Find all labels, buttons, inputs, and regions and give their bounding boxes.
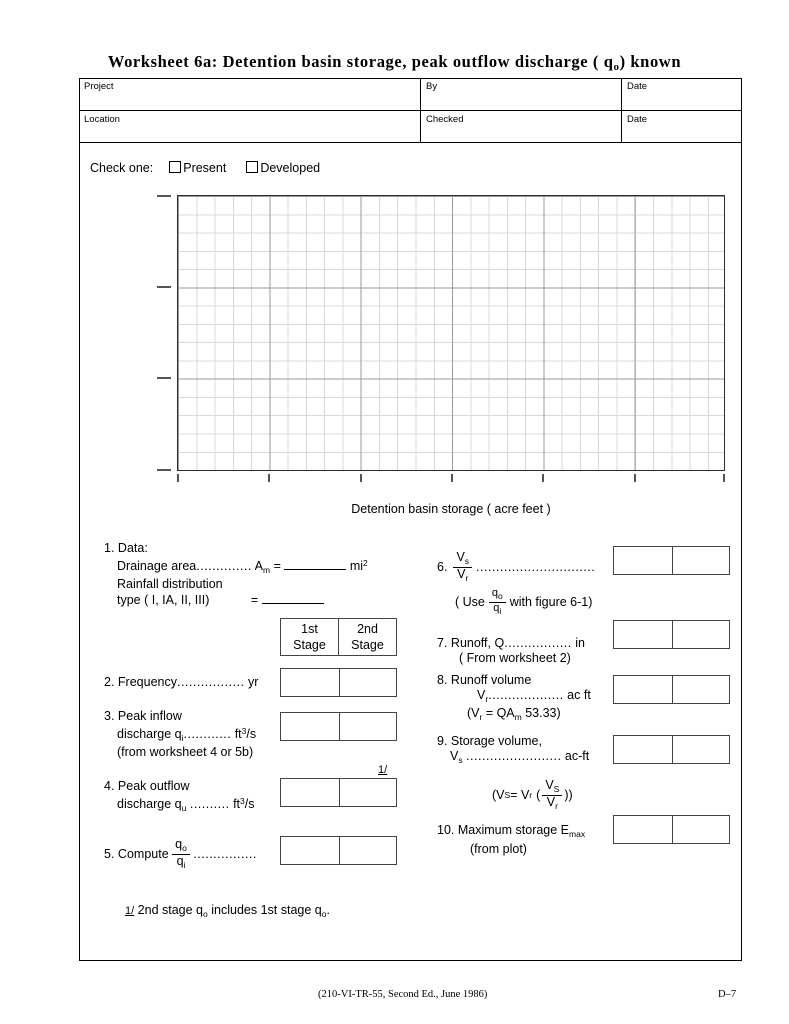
item-7-unit: in: [575, 636, 585, 650]
item-3-unit-sup: 3: [241, 725, 247, 736]
item-3-unit: ft: [234, 726, 242, 741]
item-5-num-symbol: q: [175, 837, 183, 851]
item-9-formula-open-paren: (: [536, 788, 541, 803]
item-4-peak-outflow: [104, 779, 289, 815]
checkbox-developed[interactable]: [246, 161, 258, 173]
item-8-label: Runoff volume: [450, 673, 532, 687]
item-10-box-divider: [672, 816, 673, 843]
project-field[interactable]: Project: [79, 78, 421, 110]
item-10-line2: [437, 842, 622, 857]
item-1-drainage-unit-sup: 2: [363, 557, 368, 568]
footer-page-number: D–7: [718, 989, 737, 1000]
item-6-note-den: [489, 603, 506, 617]
item-9-input-box[interactable]: [613, 735, 730, 764]
item-4-dots: ..........: [189, 796, 230, 811]
stage-header-second: [338, 619, 396, 655]
item-9-formula-fraction: [542, 779, 562, 812]
item-5-den-sub: i: [183, 860, 186, 870]
page-title-suffix: ) known: [619, 52, 682, 71]
item-6-note-post: with figure 6-1): [509, 595, 593, 610]
item-1-line-rainfall-1: [104, 577, 414, 592]
item-9-formula-num-sub: S: [553, 784, 560, 794]
date-field-2[interactable]: Date: [627, 113, 648, 125]
item-6-note-fraction: [489, 588, 506, 617]
item-9-formula-a: (V: [492, 788, 505, 803]
item-6-vs-vr: [437, 551, 622, 617]
item-9-dots: ........................: [466, 748, 562, 763]
item-9-box-divider: [672, 736, 673, 763]
item-8-dots: ...................: [488, 687, 564, 702]
item-9-formula-den: [542, 796, 562, 812]
item-5-ratio-denominator: [172, 855, 190, 871]
by-field[interactable]: By: [421, 78, 622, 110]
item-7-label: Runoff, Q: [450, 636, 505, 650]
header-row-2: [79, 111, 742, 144]
item-1-drainage-label: Drainage area: [117, 558, 197, 573]
item-10-line1: [437, 823, 622, 842]
item-3-discharge-label: discharge q: [117, 726, 182, 741]
item-6-note-den-sub: i: [499, 606, 502, 616]
item-2-dots: .................: [176, 675, 245, 689]
item-6-ratio-fraction: [453, 551, 472, 584]
item-3-source-note: (from worksheet 4 or 5b): [117, 745, 254, 759]
item-8-unit: ac ft: [567, 687, 591, 702]
header-table: [79, 78, 742, 143]
item-4-input-box[interactable]: [280, 778, 397, 807]
item-10-source-note: (from plot): [470, 841, 527, 856]
item-7-note: [437, 651, 622, 666]
item-6-box-divider: [672, 547, 673, 574]
item-9-symbol-sub: s: [458, 754, 463, 765]
item-2-label: Frequency: [117, 675, 177, 689]
item-9-line1: [437, 734, 622, 749]
item-9-label: Storage volume,: [450, 734, 542, 748]
item-5-dots: ................: [193, 846, 257, 861]
item-7-runoff: [437, 636, 622, 665]
item-5-den-symbol: q: [176, 854, 184, 868]
item-6-num-symbol: V: [456, 550, 465, 564]
x-axis-tick-4: [451, 474, 453, 482]
item-7-number: 7.: [437, 636, 448, 650]
x-axis-tick-5: [542, 474, 544, 482]
item-8-formula: [437, 706, 622, 725]
check-one-label: Check one:: [90, 161, 154, 175]
item-9-number: 9.: [437, 734, 448, 748]
item-6-input-box[interactable]: [613, 546, 730, 575]
footnote: [125, 903, 525, 922]
item-1-data: [104, 541, 414, 607]
item-5-number: 5.: [104, 846, 115, 861]
item-7-box-divider: [672, 621, 673, 648]
stage-header-first: [281, 619, 338, 655]
item-9-formula-a-sub: S: [504, 790, 511, 801]
item-3-number: 3.: [104, 709, 115, 723]
item-6-den-symbol: V: [457, 567, 466, 581]
item-8-symbol: V: [477, 687, 486, 702]
y-axis-tick-4: [157, 469, 171, 471]
x-axis-tick-3: [360, 474, 362, 482]
item-5-ratio-numerator: [172, 838, 190, 855]
item-8-input-box[interactable]: [613, 675, 730, 704]
item-6-dots: ..............................: [476, 560, 596, 575]
item-8-formula-mid: = QA: [482, 706, 515, 720]
item-4-box-divider: [339, 779, 340, 806]
footer-citation: (210-VI-TR-55, Second Ed., June 1986): [318, 989, 488, 1000]
item-1-line-rainfall-2: [104, 592, 414, 608]
item-4-discharge-sub: u: [181, 802, 187, 813]
item-1-rainfall-types: type ( I, IA, II, III): [117, 592, 210, 607]
item-6-note-pre: ( Use: [455, 595, 485, 610]
item-1-rainfall-equals: =: [250, 592, 259, 607]
item-1-rainfall-input[interactable]: [262, 592, 324, 604]
item-1-drainage-unit: mi: [349, 558, 364, 573]
x-axis-caption: Detention basin storage ( acre feet ): [351, 502, 551, 516]
y-axis-tick-2: [157, 286, 171, 288]
item-1-line-drainage: [104, 556, 414, 578]
footnote-part3: .: [326, 903, 330, 917]
item-5-box-divider: [339, 837, 340, 864]
item-1-header: [104, 541, 414, 556]
item-8-formula-sub2: m: [514, 712, 522, 722]
item-6-den: [453, 568, 472, 584]
item-9-formula-den-sub: r: [555, 801, 558, 811]
stage-header-first-line2: Stage: [293, 638, 326, 652]
item-6-note-den-symbol: q: [493, 602, 500, 614]
item-1-drainage-dots: ..............: [196, 558, 252, 573]
item-10-max-storage: [437, 823, 622, 856]
item-10-input-box[interactable]: [613, 815, 730, 844]
item-6-number: 6.: [437, 560, 448, 575]
footnote-sub1: o: [203, 909, 208, 919]
x-axis-tick-2: [268, 474, 270, 482]
item-5-label: Compute: [117, 846, 169, 861]
item-1-label: Data:: [117, 541, 148, 555]
item-6-note-num-sub: o: [498, 591, 503, 601]
x-axis-tick-1: [177, 474, 179, 482]
stage-header-box: [280, 618, 397, 656]
location-field[interactable]: Location: [79, 111, 421, 144]
x-axis-tick-7: [723, 474, 725, 482]
item-4-line2: [104, 794, 289, 816]
item-3-label: Peak inflow: [117, 709, 182, 723]
item-6-line1: [437, 551, 622, 584]
item-9-symbol: V: [450, 748, 459, 763]
footnote-part1: 2nd stage q: [137, 903, 204, 917]
item-10-number: 10.: [437, 823, 455, 837]
item-8-formula-post: 53.33): [521, 706, 561, 720]
checkbox-developed-label: Developed: [260, 161, 321, 175]
stage-header-first-line1: 1st: [301, 622, 318, 636]
item-9-formula-num: [542, 779, 562, 796]
item-2-unit: yr: [248, 675, 259, 689]
item-8-number: 8.: [437, 673, 448, 687]
date-field-1[interactable]: Date: [627, 81, 648, 92]
item-7-line1: [437, 636, 622, 651]
item-1-drainage-symbol-sub: m: [262, 564, 271, 575]
item-1-drainage-input[interactable]: [284, 558, 346, 570]
item-9-formula-b-sub: r: [529, 790, 533, 801]
item-10-label: Maximum storage E: [457, 823, 570, 837]
item-8-line1: [437, 673, 622, 688]
x-axis-tick-6: [634, 474, 636, 482]
item-3-line2: [104, 724, 289, 746]
header-row-1: [79, 78, 742, 111]
page-title: [0, 52, 789, 73]
item-1-drainage-equals: =: [273, 558, 281, 573]
checkbox-present-label: Present: [183, 161, 227, 175]
item-9-storage-volume: [437, 734, 622, 767]
item-4-number: 4.: [104, 779, 115, 793]
item-4-label: Peak outflow: [117, 779, 190, 793]
item-5-compute: [104, 838, 289, 871]
item-4-footnote-ref: 1/: [378, 764, 388, 776]
item-6-num: [453, 551, 472, 568]
item-9-formula-b: = V: [510, 788, 530, 803]
item-3-discharge-sub: i: [181, 732, 184, 743]
item-9-formula: [492, 779, 573, 812]
item-7-dots: .................: [504, 636, 572, 650]
checked-field[interactable]: Checked: [421, 111, 622, 144]
page-title-subscript: o: [613, 61, 620, 73]
item-8-box-divider: [672, 676, 673, 703]
item-6-note-num: [489, 588, 506, 603]
item-6-den-sub: r: [465, 573, 469, 583]
item-6-note-num-symbol: q: [491, 587, 498, 599]
item-8-formula-pre: (V: [467, 706, 480, 720]
footnote-sub2: o: [321, 909, 327, 919]
item-4-unit-sup: 3: [240, 795, 245, 806]
item-6-num-sub: s: [464, 556, 470, 566]
item-9-line2: [437, 749, 622, 768]
item-4-unit-rest: /s: [244, 796, 255, 811]
check-one-row: [90, 161, 340, 175]
item-3-line1: [104, 709, 289, 724]
item-3-unit-rest: /s: [246, 726, 257, 741]
item-8-symbol-sub: r: [485, 693, 489, 704]
item-3-peak-inflow: [104, 709, 289, 760]
footnote-part2: includes 1st stage q: [211, 903, 322, 917]
footnote-mark: 1/: [125, 905, 135, 917]
item-2-input-box[interactable]: [280, 668, 397, 697]
y-axis-tick-1: [157, 195, 171, 197]
item-9-formula-close-paren: )): [564, 788, 573, 803]
item-4-line1: [104, 779, 289, 794]
checkbox-present-group[interactable]: [169, 161, 226, 175]
item-3-input-box[interactable]: [280, 712, 397, 741]
item-1-drainage-symbol: A: [254, 558, 263, 573]
item-3-box-divider: [339, 713, 340, 740]
stage-header-second-line1: 2nd: [357, 622, 378, 636]
item-8-line2: [437, 688, 622, 707]
item-3-line3: [104, 745, 289, 760]
item-9-formula-den-symbol: V: [546, 795, 556, 809]
item-7-input-box[interactable]: [613, 620, 730, 649]
checkbox-developed-group[interactable]: [246, 161, 320, 175]
item-5-input-box[interactable]: [280, 836, 397, 865]
item-8-formula-sub1: r: [479, 712, 483, 722]
item-3-dots: ............: [183, 726, 232, 741]
item-8-runoff-volume: [437, 673, 622, 725]
item-4-discharge-label: discharge q: [117, 796, 182, 811]
page-title-prefix: Worksheet 6a: Detention basin storage, peak outflow discharge ( q: [107, 52, 614, 71]
item-5-ratio-fraction: [172, 838, 190, 871]
stage-header-second-line2: Stage: [351, 638, 384, 652]
item-6-note: [437, 588, 622, 617]
item-1-rainfall-label: Rainfall distribution: [117, 577, 223, 591]
item-9-formula-num-symbol: V: [545, 778, 554, 792]
item-4-unit: ft: [233, 796, 241, 811]
item-5-num-sub: o: [182, 843, 187, 853]
item-2-frequency: [104, 675, 284, 690]
item-2-box-divider: [339, 669, 340, 696]
item-7-source-note: ( From worksheet 2): [459, 650, 571, 665]
item-10-label-sub: max: [569, 829, 586, 839]
checkbox-present[interactable]: [169, 161, 181, 173]
item-9-unit: ac-ft: [564, 748, 590, 763]
item-2-number: 2.: [104, 675, 115, 689]
detention-basin-plot-grid[interactable]: [177, 195, 725, 471]
y-axis-tick-3: [157, 377, 171, 379]
item-1-number: 1.: [104, 541, 115, 555]
